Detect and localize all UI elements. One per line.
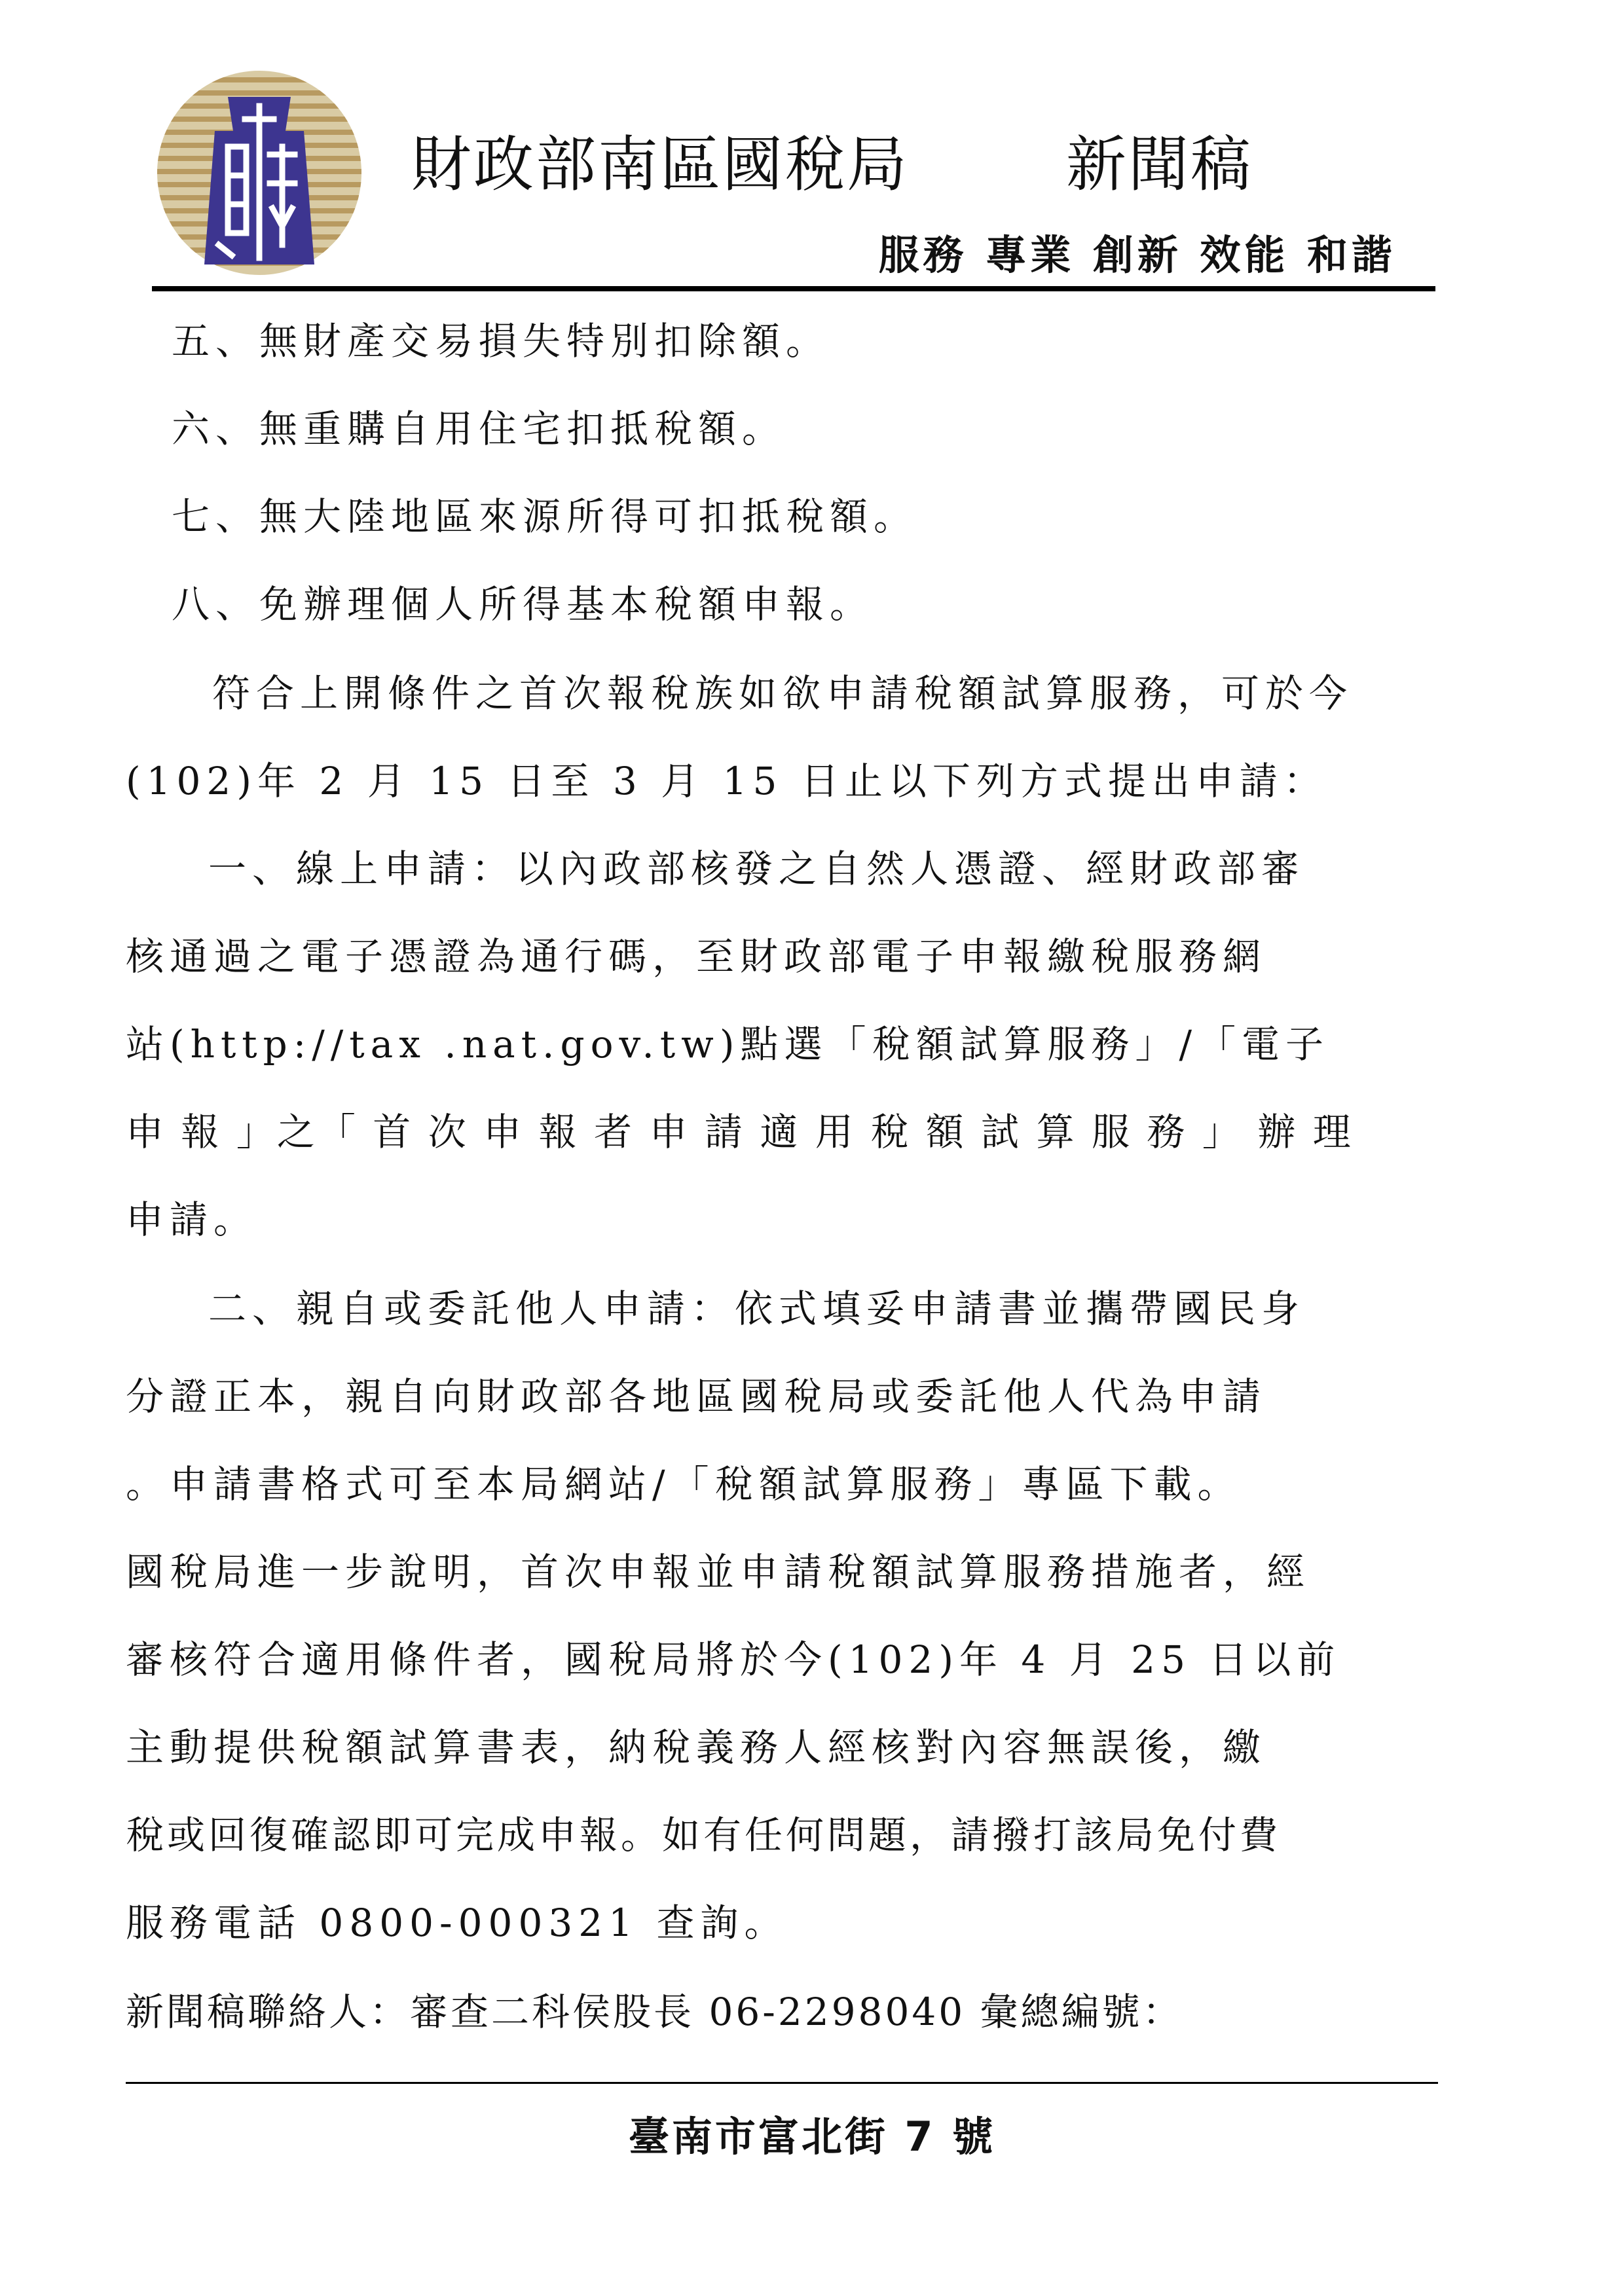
footer-divider [126, 2082, 1438, 2084]
body-line: 主動提供稅額試算書表，納稅義務人經核對內容無誤後，繳 [126, 1725, 1267, 1770]
body-line: 一、線上申請：以內政部核發之自然人憑證、經財政部審 [208, 847, 1306, 891]
header-divider [152, 286, 1435, 291]
body-line: 國稅局進一步說明，首次申報並申請稅額試算服務措施者，經 [126, 1550, 1311, 1594]
footer-address: 臺南市富北街 7 號 [628, 2113, 996, 2160]
body-line: 核通過之電子憑證為通行碼，至財政部電子申報繳稅服務網 [126, 934, 1267, 979]
body-line: 服務電話 0800-000321 查詢。 [126, 1901, 788, 1945]
body-line: 稅或回復確認即可完成申報。如有任何問題，請撥打該局免付費 [126, 1813, 1282, 1857]
body-line: 申 報 」之「 首 次 申 報 者 申 請 適 用 稅 額 試 算 服 務 」 辦 理 [126, 1110, 1354, 1154]
contact-line: 新聞稿聯絡人：審查二科侯股長 06-2298040 彙總編號： [126, 1990, 1183, 2034]
agency-logo [155, 68, 364, 278]
body-line: 審核符合適用條件者，國稅局將於今(102)年 4 月 25 日以前 [126, 1637, 1341, 1682]
motto: 服務 專業 創新 效能 和諧 [878, 231, 1396, 279]
org-title: 財政部南區國稅局 [411, 130, 910, 200]
body-line: 分證正本，親自向財政部各地區國稅局或委託他人代為申請 [126, 1374, 1267, 1419]
body-line: 六、無重購自用住宅扣抵稅額。 [172, 407, 786, 451]
body-line: 二、親自或委託他人申請：依式填妥申請書並攜帶國民身 [208, 1286, 1306, 1331]
body-line: (102)年 2 月 15 日至 3 月 15 日止以下列方式提出申請： [126, 759, 1327, 803]
body-line: 七、無大陸地區來源所得可扣抵稅額。 [172, 494, 918, 539]
body-line: 。申請書格式可至本局網站/「稅額試算服務」專區下載。 [126, 1462, 1242, 1506]
body-line: 符合上開條件之首次報稅族如欲申請稅額試算服務，可於今 [212, 671, 1354, 716]
body-line: 五、無財產交易損失特別扣除額。 [172, 319, 830, 363]
document-type: 新聞稿 [1066, 130, 1253, 200]
body-line: 八、免辦理個人所得基本稅額申報。 [172, 582, 874, 627]
body-line: 申請。 [126, 1197, 258, 1242]
body-line: 站(http://tax .nat.gov.tw)點選「稅額試算服務」/「電子 [126, 1022, 1329, 1066]
